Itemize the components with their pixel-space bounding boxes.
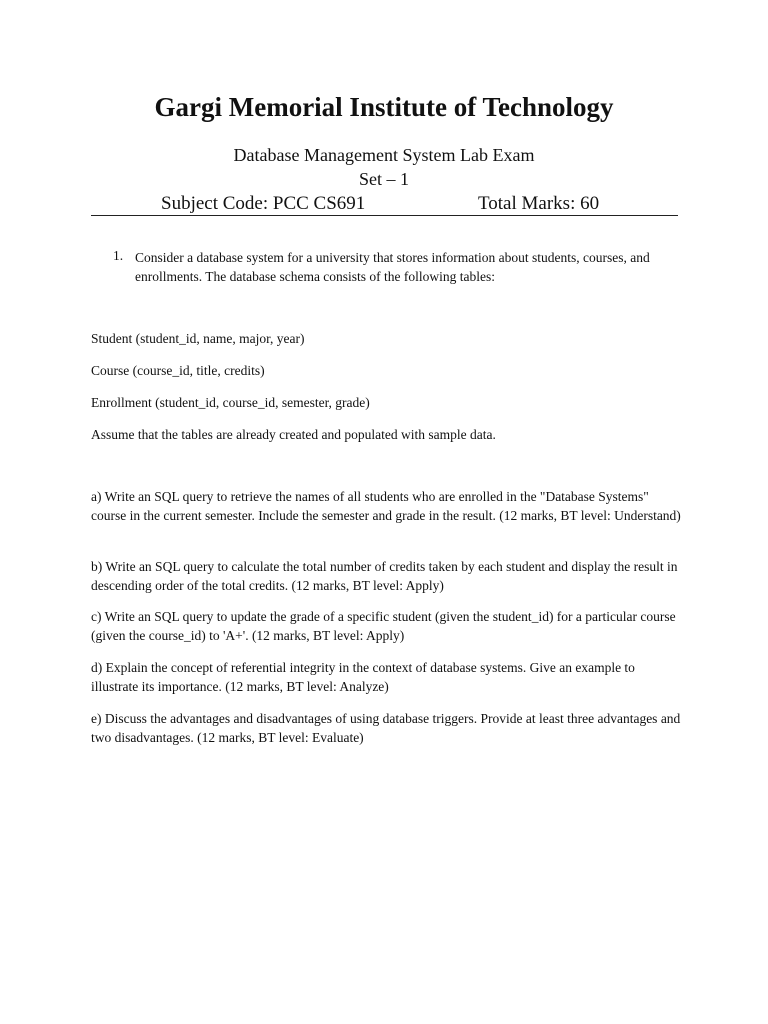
question-part-b: b) Write an SQL query to calculate the total number of credits taken by each student and display the result in descending order of the total credits. (12 marks, BT level: Apply) bbox=[91, 559, 678, 593]
institute-title: Gargi Memorial Institute of Technology bbox=[154, 92, 614, 122]
exam-title: Database Management System Lab Exam bbox=[233, 145, 535, 165]
question-part-e: e) Discuss the advantages and disadvantages of using database triggers. Provide at least three advantages and two disadvantages. (12 marks, BT level: Evaluate) bbox=[91, 711, 681, 745]
question-part-a: a) Write an SQL query to retrieve the names of all students who are enrolled in the "Database Systems" course in the current semester. Include the semester and grade in the result. (12 marks, BT level: Understand) bbox=[91, 489, 681, 523]
schema-student-table: Student (student_id, name, major, year) bbox=[91, 331, 305, 346]
schema-course-table: Course (course_id, title, credits) bbox=[91, 363, 265, 378]
subject-code: Subject Code: PCC CS691 bbox=[161, 193, 366, 214]
schema-enrollment-table: Enrollment (student_id, course_id, semester, grade) bbox=[91, 395, 370, 410]
exam-set: Set – 1 bbox=[358, 169, 409, 189]
header-divider bbox=[91, 215, 678, 216]
total-marks: Total Marks: 60 bbox=[478, 193, 600, 214]
schema-assumption: Assume that the tables are already created and populated with sample data. bbox=[91, 427, 496, 442]
question-part-c: c) Write an SQL query to update the grade of a specific student (given the student_id) for a particular course (given the course_id) to 'A+'. (12 marks, BT level: Apply) bbox=[91, 609, 676, 643]
question-number: 1. bbox=[113, 248, 124, 263]
question-intro: Consider a database system for a university that stores information about students, courses, and enrollments. The database schema consists of the following tables: bbox=[135, 250, 650, 284]
question-part-d: d) Explain the concept of referential integrity in the context of database systems. Give an example to illustrate its importance. (12 marks, BT level: Analyze) bbox=[91, 660, 635, 694]
